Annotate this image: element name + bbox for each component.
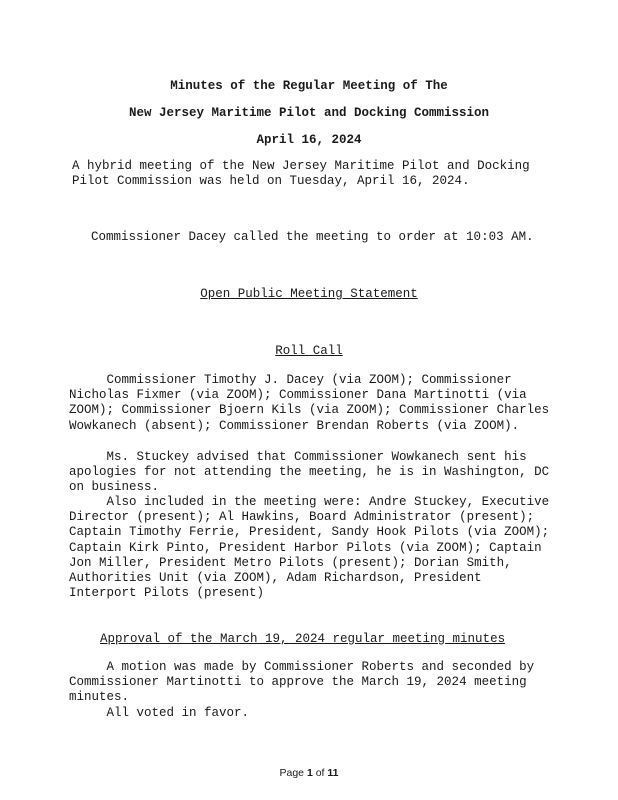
attendees-line: Also included in the meeting were: Andre Stuckey, Executive [69, 495, 550, 509]
page-footer: Page 1 of 11 [279, 767, 339, 779]
attendees-line: Authorities Unit (via ZOOM), Adam Richardson, President [69, 571, 482, 586]
intro-line: Pilot Commission was held on Tuesday, April 16, 2024. [72, 174, 470, 189]
intro-paragraph [72, 159, 530, 189]
heading-roll-call: Roll Call [275, 344, 343, 358]
roll-call-paragraph [69, 373, 549, 434]
attendees-line: Captain Timothy Ferrie, President, Sandy Hook Pilots (via ZOOM); [69, 525, 550, 540]
heading-open-public-meeting: Open Public Meeting Statement [200, 287, 418, 301]
roll-call-line: Commissioner Timothy J. Dacey (via ZOOM); Commissioner [69, 373, 512, 387]
title-date: April 16, 2024 [256, 133, 362, 147]
heading-approval-minutes: Approval of the March 19, 2024 regular meeting minutes [100, 632, 506, 646]
title-line-1: Minutes of the Regular Meeting of The [170, 79, 448, 93]
motion-line: A motion was made by Commissioner Roberts and seconded by [69, 660, 535, 674]
motion-line: All voted in favor. [69, 705, 250, 720]
page-number-total: 11 [327, 767, 339, 779]
attendees-line: Captain Kirk Pinto, President Harbor Pilots (via ZOOM); Captain [69, 540, 542, 555]
motion-paragraph [69, 660, 534, 721]
title-line-2: New Jersey Maritime Pilot and Docking Commission [128, 106, 490, 120]
intro-line: A hybrid meeting of the New Jersey Maritime Pilot and Docking [72, 159, 530, 173]
apology-paragraph [69, 450, 549, 496]
apology-line: on business. [69, 480, 160, 495]
motion-line: Commissioner Martinotti to approve the March 19, 2024 meeting [69, 675, 527, 690]
roll-call-line: ZOOM); Commissioner Bjoern Kils (via ZOOM); Commissioner Charles [69, 403, 550, 418]
roll-call-line: Wowkanech (absent); Commissioner Brendan Roberts (via ZOOM). [69, 418, 520, 433]
attendees-paragraph [69, 495, 549, 601]
apology-line: apologies for not attending the meeting, he is in Washington, DC [69, 465, 550, 480]
page-number-current: 1 [306, 767, 313, 779]
attendees-line: Director (present); Al Hawkins, Board Administrator (present); [69, 510, 535, 525]
apology-line: Ms. Stuckey advised that Commissioner Wowkanech sent his [69, 450, 527, 464]
motion-line: minutes. [69, 690, 130, 705]
roll-call-line: Nicholas Fixmer (via ZOOM); Commissioner Dana Martinotti (via [69, 388, 527, 403]
call-to-order: Commissioner Dacey called the meeting to order at 10:03 AM. [91, 230, 534, 244]
attendees-line: Jon Miller, President Metro Pilots (present); Dorian Smith, [69, 555, 512, 570]
attendees-line: Interport Pilots (present) [69, 586, 265, 601]
